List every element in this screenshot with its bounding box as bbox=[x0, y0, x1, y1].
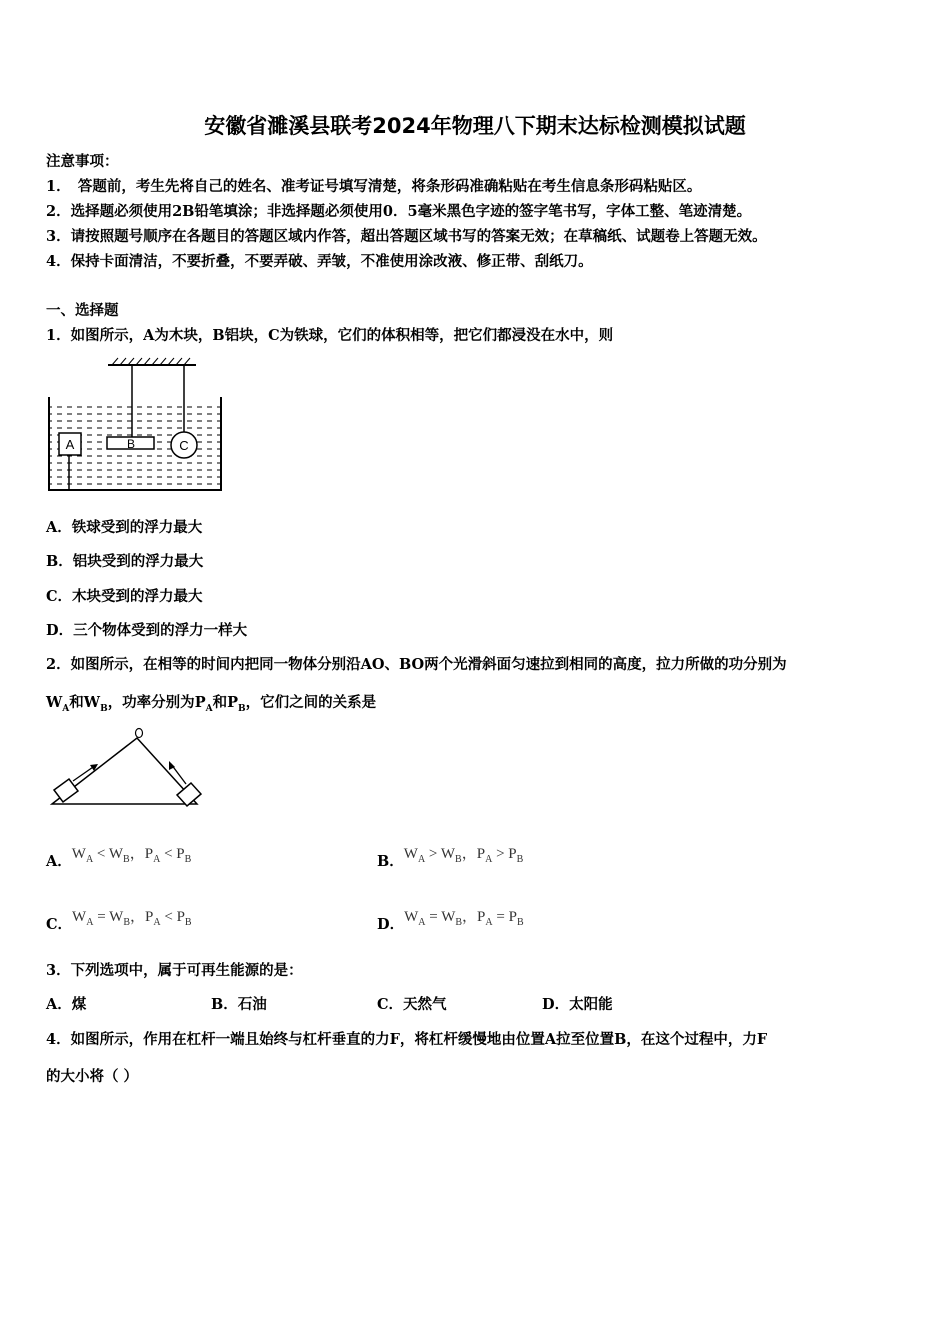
aluminum-block bbox=[107, 437, 154, 451]
pulley-o bbox=[136, 729, 143, 738]
block-left bbox=[54, 779, 78, 802]
q1-option-c[interactable]: C．木块受到的浮力最大 bbox=[46, 588, 203, 605]
q1-option-b[interactable]: B．铝块受到的浮力最大 bbox=[46, 553, 204, 570]
q2-option-a-formula: $W_A < W_B$，$P_A < P_B$ bbox=[71, 846, 192, 865]
q2-stem-line1: 2．如图所示，在相等的时间内把同一物体分别沿AO、BO两个光滑斜面匀速拉到相同的高度，拉力所做的功分别为 bbox=[46, 656, 787, 673]
notice-item: 3．请按照题号顺序在各题目的答题区域内作答，超出答题区域书写的答案无效；在草稿纸、试题卷上答题无效。 bbox=[46, 228, 767, 245]
q1-option-a[interactable]: A．铁球受到的浮力最大 bbox=[46, 519, 203, 536]
q2-stem-line2: $W_A$和$W_B$，功率分别为$P_A$和$P_B$，它们之间的关系是 bbox=[46, 694, 377, 714]
q3-option-c[interactable]: C．天然气 bbox=[377, 996, 447, 1013]
q3-option-a[interactable]: A．煤 bbox=[46, 996, 87, 1013]
q3-option-d[interactable]: D．太阳能 bbox=[542, 996, 613, 1013]
q2-option-c-formula: $W_A = W_B$，$P_A < P_B$ bbox=[72, 909, 192, 928]
notice-item: 1． 答题前，考生先将自己的姓名、准考证号填写清楚，将条形码准确粘贴在考生信息条形码粘贴区。 bbox=[46, 178, 702, 195]
q2-option-c[interactable]: C．$W_A = W_B$，$P_A < P_B$ bbox=[46, 909, 192, 933]
q2-option-d-formula: $W_A = W_B$，$P_A = P_B$ bbox=[404, 909, 524, 928]
label-c: C bbox=[179, 438, 189, 453]
label-b: B bbox=[126, 437, 136, 451]
label-a: A bbox=[65, 437, 75, 452]
q4-stem-line1: 4．如图所示，作用在杠杆一端且始终与杠杆垂直的力F，将杠杆缓慢地由位置A拉至位置B，在这个过程中，力F bbox=[46, 1031, 768, 1048]
q2-option-d[interactable]: D．$W_A = W_B$，$P_A = P_B$ bbox=[377, 909, 524, 933]
page-title: 安徽省濉溪县联考2024年物理八下期末达标检测模拟试题 bbox=[204, 114, 746, 138]
wood-block bbox=[59, 433, 81, 455]
q1-option-d[interactable]: D．三个物体受到的浮力一样大 bbox=[46, 622, 248, 639]
notice-item: 2．选择题必须使用2B铅笔填涂；非选择题必须使用0．5毫米黑色字迹的签字笔书写，字体工整、笔迹清楚。 bbox=[46, 203, 752, 220]
ceiling-support bbox=[108, 358, 196, 365]
q3-stem: 3．下列选项中，属于可再生能源的是： bbox=[46, 962, 303, 979]
notice-item: 4．保持卡面清洁，不要折叠，不要弄破、弄皱，不准使用涂改液、修正带、刮纸刀。 bbox=[46, 253, 593, 270]
q1-figure bbox=[46, 355, 230, 495]
q4-stem-line2: 的大小将（ ） bbox=[46, 1068, 139, 1085]
notice-heading: 注意事项： bbox=[46, 153, 119, 170]
q1-stem: 1．如图所示，A为木块，B铝块，C为铁球，它们的体积相等，把它们都浸没在水中，则 bbox=[46, 327, 614, 344]
q2-figure bbox=[46, 724, 211, 810]
q2-option-a[interactable]: A．$W_A < W_B$，$P_A < P_B$ bbox=[46, 846, 192, 870]
iron-ball bbox=[171, 432, 197, 458]
section-heading: 一、选择题 bbox=[46, 302, 119, 319]
q3-option-b[interactable]: B．石油 bbox=[211, 996, 267, 1013]
q2-option-b-formula: $W_A > W_B$，$P_A > P_B$ bbox=[403, 846, 524, 865]
q2-option-b[interactable]: B．$W_A > W_B$，$P_A > P_B$ bbox=[377, 846, 524, 870]
